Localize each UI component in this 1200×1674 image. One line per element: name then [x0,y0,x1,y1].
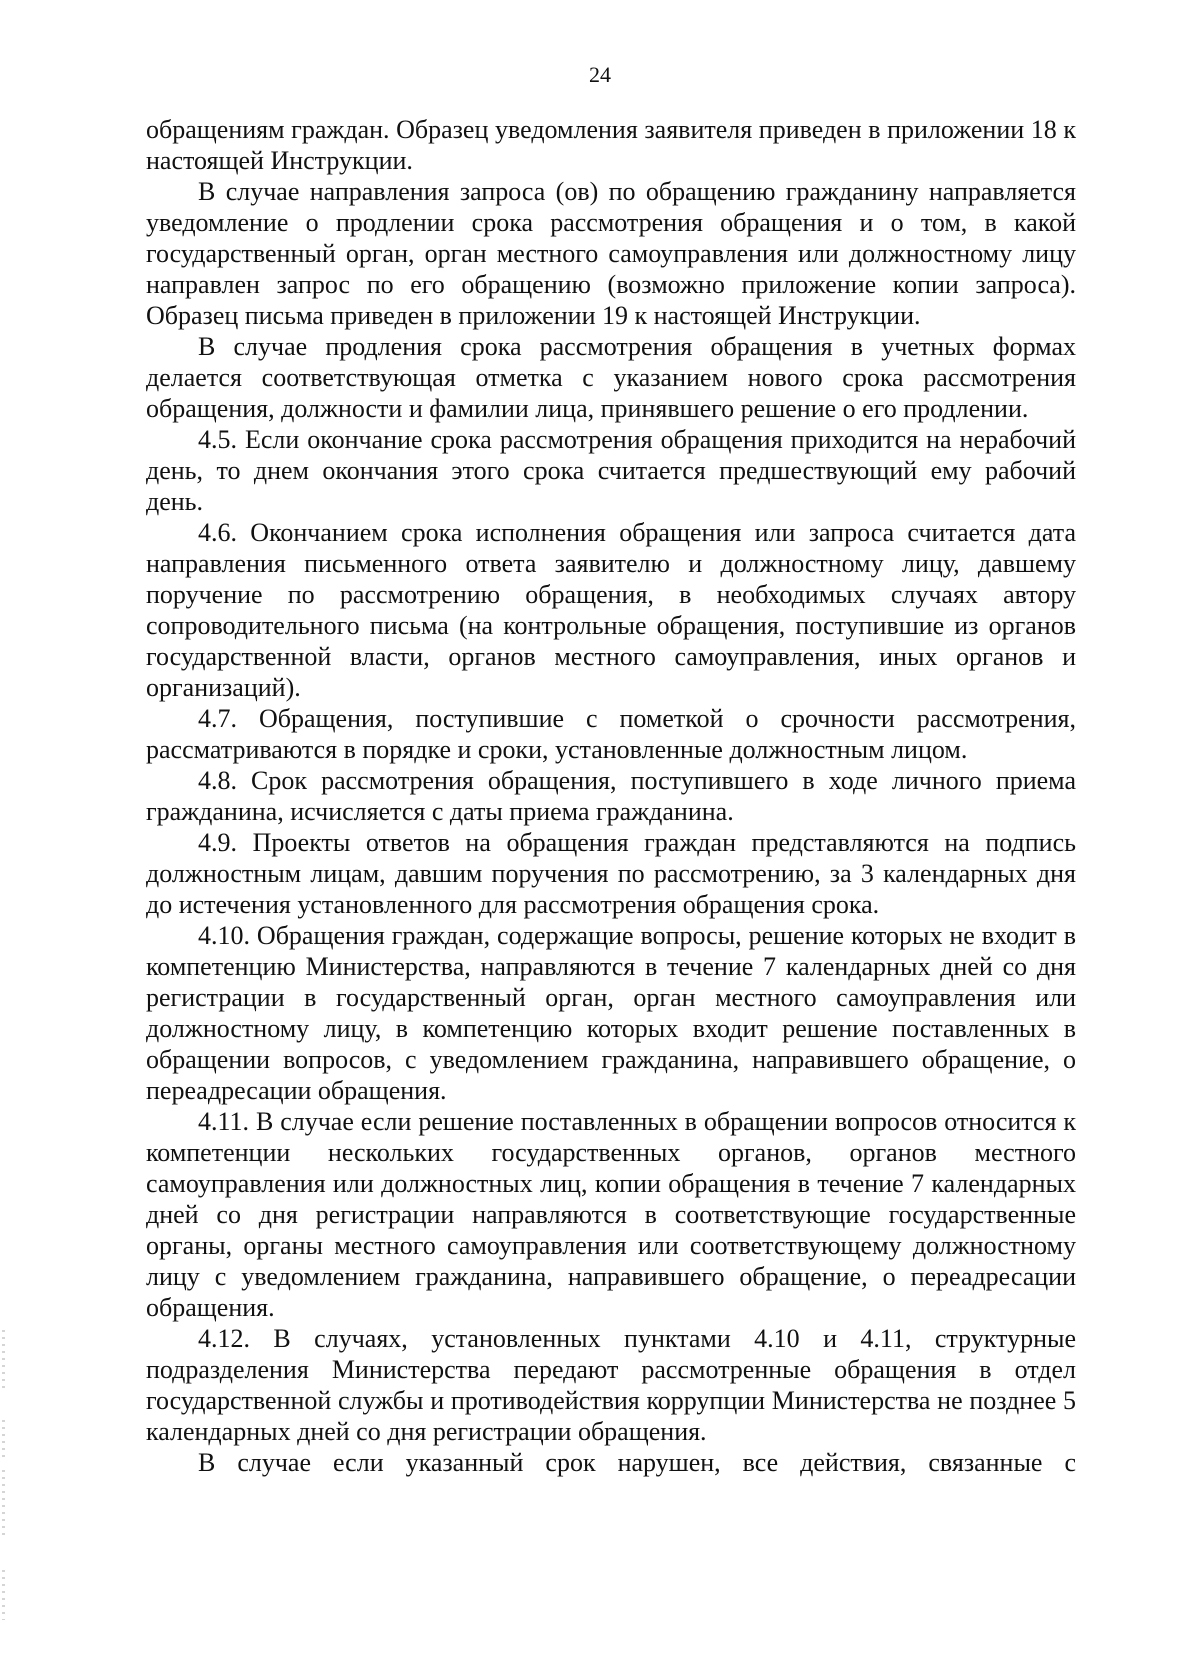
paragraph-4-5: 4.5. Если окончание срока рассмотрения обращения приходится на нерабочий день, то днем окончания этого срока считается предшествующий ему рабочий день. [146,425,1076,516]
page-number: 24 [589,62,611,87]
paragraph-4-6: 4.6. Окончанием срока исполнения обращения или запроса считается дата направления письменного ответа заявителю и должностному лицу, давшему поручение по рассмотрению обращения, в необходимых случаях автору сопроводительного письма (на контрольные обращения, поступившие из органов государственной власти, органов местного самоуправления, иных органов и организаций). [146,518,1076,702]
scan-edge-mark [2,1330,5,1390]
paragraph-4-9: 4.9. Проекты ответов на обращения граждан представляются на подпись должностным лицам, давшим поручения по рассмотрению, за 3 календарных дня до истечения установленного для рассмотрения обращения срока. [146,828,1076,919]
paragraph-4-8: 4.8. Срок рассмотрения обращения, поступившего в ходе личного приема гражданина, исчисляется с даты приема гражданина. [146,766,1076,826]
scan-edge-mark [2,1470,5,1540]
paragraph-extension-mark: В случае продления срока рассмотрения обращения в учетных формах делается соответствующая отметка с указанием нового срока рассмотрения обращения, должности и фамилии лица, принявшего решение о его продлении. [146,332,1076,423]
scan-edge-mark [2,1420,5,1460]
paragraph-4-11: 4.11. В случае если решение поставленных в обращении вопросов относится к компетенции нескольких государственных органов, органов местного самоуправления или должностных лиц, копии обращения в течение 7 календарных дней со дня регистрации направляются в соответствующие государственные органы, органы местного самоуправления или соответствующему должностному лицу с уведомлением гражданина, направившего обращение, о переадресации обращения. [146,1107,1076,1322]
paragraph-continuation: обращениям граждан. Образец уведомления заявителя приведен в приложении 18 к настоящей Инструкции. [146,115,1076,175]
paragraph-deadline-violation: В случае если указанный срок нарушен, все действия, связанные с [198,1448,1076,1477]
paragraph-4-12: 4.12. В случаях, установленных пунктами 4.10 и 4.11, структурные подразделения Министерства передают рассмотренные обращения в отдел государственной службы и противодействия коррупции Министерства не позднее 5 календарных дней со дня регистрации обращения. [146,1324,1076,1446]
paragraph-4-7: 4.7. Обращения, поступившие с пометкой о срочности рассмотрения, рассматриваются в порядке и сроки, установленные должностным лицом. [146,704,1076,764]
document-body [146,114,1076,1478]
paragraph-4-10: 4.10. Обращения граждан, содержащие вопросы, решение которых не входит в компетенцию Министерства, направляются в течение 7 календарных дней со дня регистрации в государственный орган, орган местного самоуправления или должностному лицу, в компетенцию которых входит решение поставленных в обращении вопросов, с уведомлением гражданина, направившего обращение, о переадресации обращения. [146,921,1076,1105]
paragraph-request-notice: В случае направления запроса (ов) по обращению гражданину направляется уведомление о продлении срока рассмотрения обращения и о том, в какой государственный орган, орган местного самоуправления или должностному лицу направлен запрос по его обращению (возможно приложение копии запроса). Образец письма приведен в приложении 19 к настоящей Инструкции. [146,177,1076,330]
scan-edge-mark [2,1570,5,1620]
